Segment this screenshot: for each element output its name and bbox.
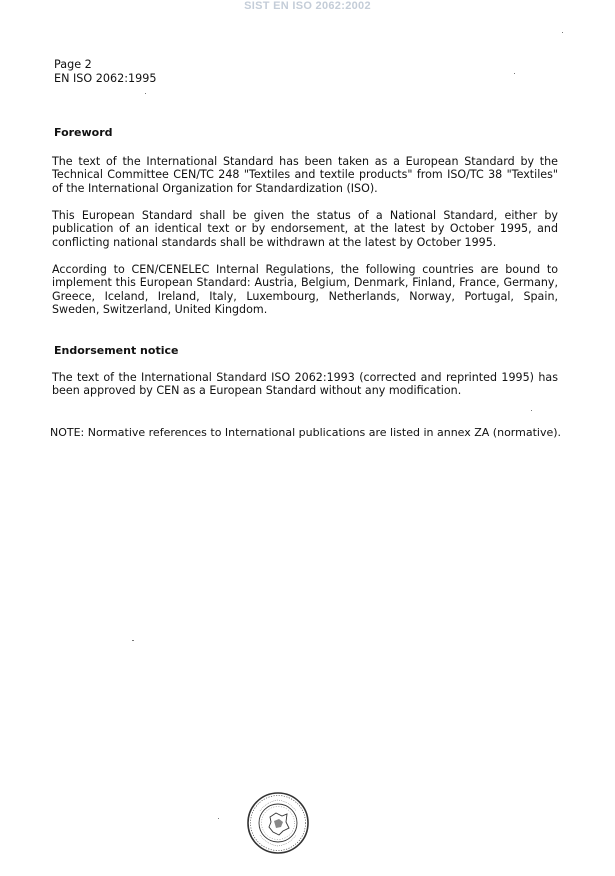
page-number: Page 2 [54, 58, 92, 71]
scan-speck [145, 93, 146, 94]
scan-speck [562, 32, 563, 33]
foreword-heading: Foreword [54, 126, 113, 139]
endorsement-paragraph: The text of the International Standard ISO 2062:1993 (corrected and reprinted 1995) has been approved by CEN as a European Standard without any modification. [52, 371, 558, 398]
normative-note: NOTE: Normative references to International publications are listed in annex ZA (normative). [50, 426, 562, 439]
foreword-paragraph-2: This European Standard shall be given the status of a National Standard, either by publication of an identical text or by endorsement, at the latest by October 1995, and conflicting national standards shall be withdrawn at the latest by October 1995. [52, 209, 558, 249]
scan-speck [514, 73, 515, 74]
watermark: SIST EN ISO 2062:2002 [244, 0, 371, 12]
scan-speck [531, 410, 532, 411]
scan-speck [132, 640, 134, 641]
foreword-paragraph-3: According to CEN/CENELEC Internal Regulations, the following countries are bound to implement this European Standard: Austria, Belgium, Denmark, Finland, France, Germany, Greece, Iceland, Ireland, Italy, Luxembourg, Netherlands, Norway, Portugal, Spain, Sweden, Switzerland, United Kingdom. [52, 263, 558, 316]
endorsement-heading: Endorsement notice [54, 344, 179, 357]
standard-reference: EN ISO 2062:1995 [54, 72, 157, 85]
foreword-paragraph-1: The text of the International Standard has been taken as a European Standard by the Technical Committee CEN/TC 248 "Textiles and textile products" from ISO/TC 38 "Textiles" of the International Organization for Standardization (ISO). [52, 155, 558, 195]
official-stamp-icon [246, 791, 310, 855]
scan-speck [218, 818, 219, 819]
